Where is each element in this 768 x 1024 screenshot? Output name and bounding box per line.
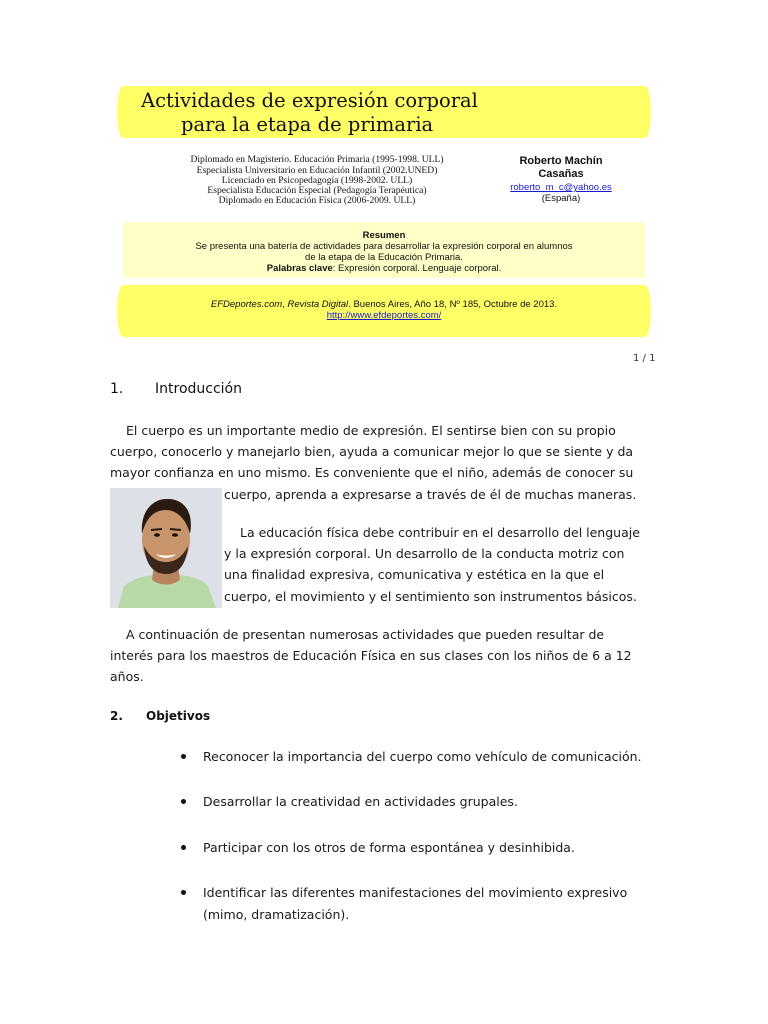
intro-line: cuerpo, conocerlo y manejarlo bien, ayuda a comunicar mejor lo que se siente y da	[110, 444, 634, 459]
intro-line: A continuación de presentan numerosas actividades que pueden resultar de	[126, 627, 605, 642]
bullet-dot-icon	[181, 845, 186, 850]
journal-citation: EFDeportes.com, Revista Digital. Buenos Aires, Año 18, Nº 185, Octubre de 2013.	[210, 299, 558, 310]
author-email-link[interactable]: roberto_m_c@yahoo.es	[510, 182, 612, 193]
objective-item-continued: (mimo, dramatización).	[203, 907, 350, 922]
abstract-line2: de la etapa de la Educación Primaria.	[305, 252, 463, 263]
title-banner	[123, 86, 645, 138]
intro-line: interés para los maestros de Educación Física en sus clases con los niños de 6 a 12	[110, 648, 632, 663]
credential-3: Licenciado en Psicopedagogía (1998-2002. ULL)	[221, 175, 413, 186]
credential-1: Diplomado en Magisterio. Educación Primaria (1995-1998. ULL)	[190, 154, 444, 165]
credential-2: Especialista Universitario en Educación Infantil (2002.UNED)	[196, 165, 438, 176]
journal-url-link[interactable]: http://www.efdeportes.com/	[326, 310, 442, 321]
abstract-keywords	[123, 263, 645, 274]
author-name-line1: Roberto Machín	[519, 155, 603, 167]
objective-item: Desarrollar la creatividad en actividades grupales.	[203, 794, 518, 809]
journal-site: EFDeportes.com	[210, 299, 283, 310]
intro-line: una finalidad expresiva, comunicativa y estética en la que el	[224, 567, 605, 582]
intro-line: cuerpo, aprenda a expresarse a través de él de muchas maneras.	[224, 487, 637, 502]
intro-section-title: Introducción	[155, 381, 242, 397]
author-country: (España)	[541, 193, 581, 204]
objective-item: Participar con los otros de forma espontánea y desinhibida.	[203, 840, 575, 855]
author-name-line2: Casañas	[538, 168, 584, 180]
credential-4: Especialista Educación Especial (Pedagogía Terapéutica)	[207, 185, 427, 196]
objective-item: Identificar las diferentes manifestaciones del movimiento expresivo	[203, 885, 628, 900]
journal-box	[123, 285, 645, 337]
abstract-heading: Resumen	[362, 230, 406, 241]
objectives-section-title: Objetivos	[146, 709, 211, 723]
intro-section-number: 1.	[110, 381, 124, 397]
author-photo	[110, 488, 222, 608]
intro-line: y la expresión corporal. Un desarrollo de la conducta motriz con	[224, 546, 625, 561]
keywords-label: Palabras clave	[266, 263, 333, 274]
page-count: 1 / 1	[633, 353, 656, 364]
credential-5: Diplomado en Educación Física (2006-2009. ULL)	[218, 195, 416, 206]
journal-details: . Buenos Aires, Año 18, Nº 185, Octubre de 2013.	[348, 299, 558, 310]
intro-line: La educación física debe contribuir en el desarrollo del lenguaje	[240, 525, 640, 540]
article-title-line1: Actividades de expresión corporal	[141, 89, 478, 112]
bullet-dot-icon	[181, 799, 186, 804]
objective-item: Reconocer la importancia del cuerpo como vehículo de comunicación.	[203, 749, 642, 764]
intro-line: mayor confianza en uno mismo. Es conveniente que el niño, además de conocer su	[110, 465, 634, 480]
intro-line: cuerpo, el movimiento y el sentimiento son instrumentos básicos.	[224, 589, 637, 604]
journal-name: Revista Digital	[287, 299, 349, 310]
bullet-dot-icon	[181, 890, 186, 895]
article-title-line2: para la etapa de primaria	[181, 113, 434, 136]
keywords-text: : Expresión corporal. Lenguaje corporal.	[332, 263, 502, 274]
bullet-dot-icon	[181, 754, 186, 759]
abstract-box	[123, 222, 645, 278]
intro-line: El cuerpo es un importante medio de expresión. El sentirse bien con su propio	[126, 423, 616, 438]
abstract-line1: Se presenta una batería de actividades para desarrollar la expresión corporal en alumnos	[195, 241, 573, 252]
objectives-section-number: 2.	[110, 709, 123, 723]
intro-line: años.	[110, 669, 144, 684]
